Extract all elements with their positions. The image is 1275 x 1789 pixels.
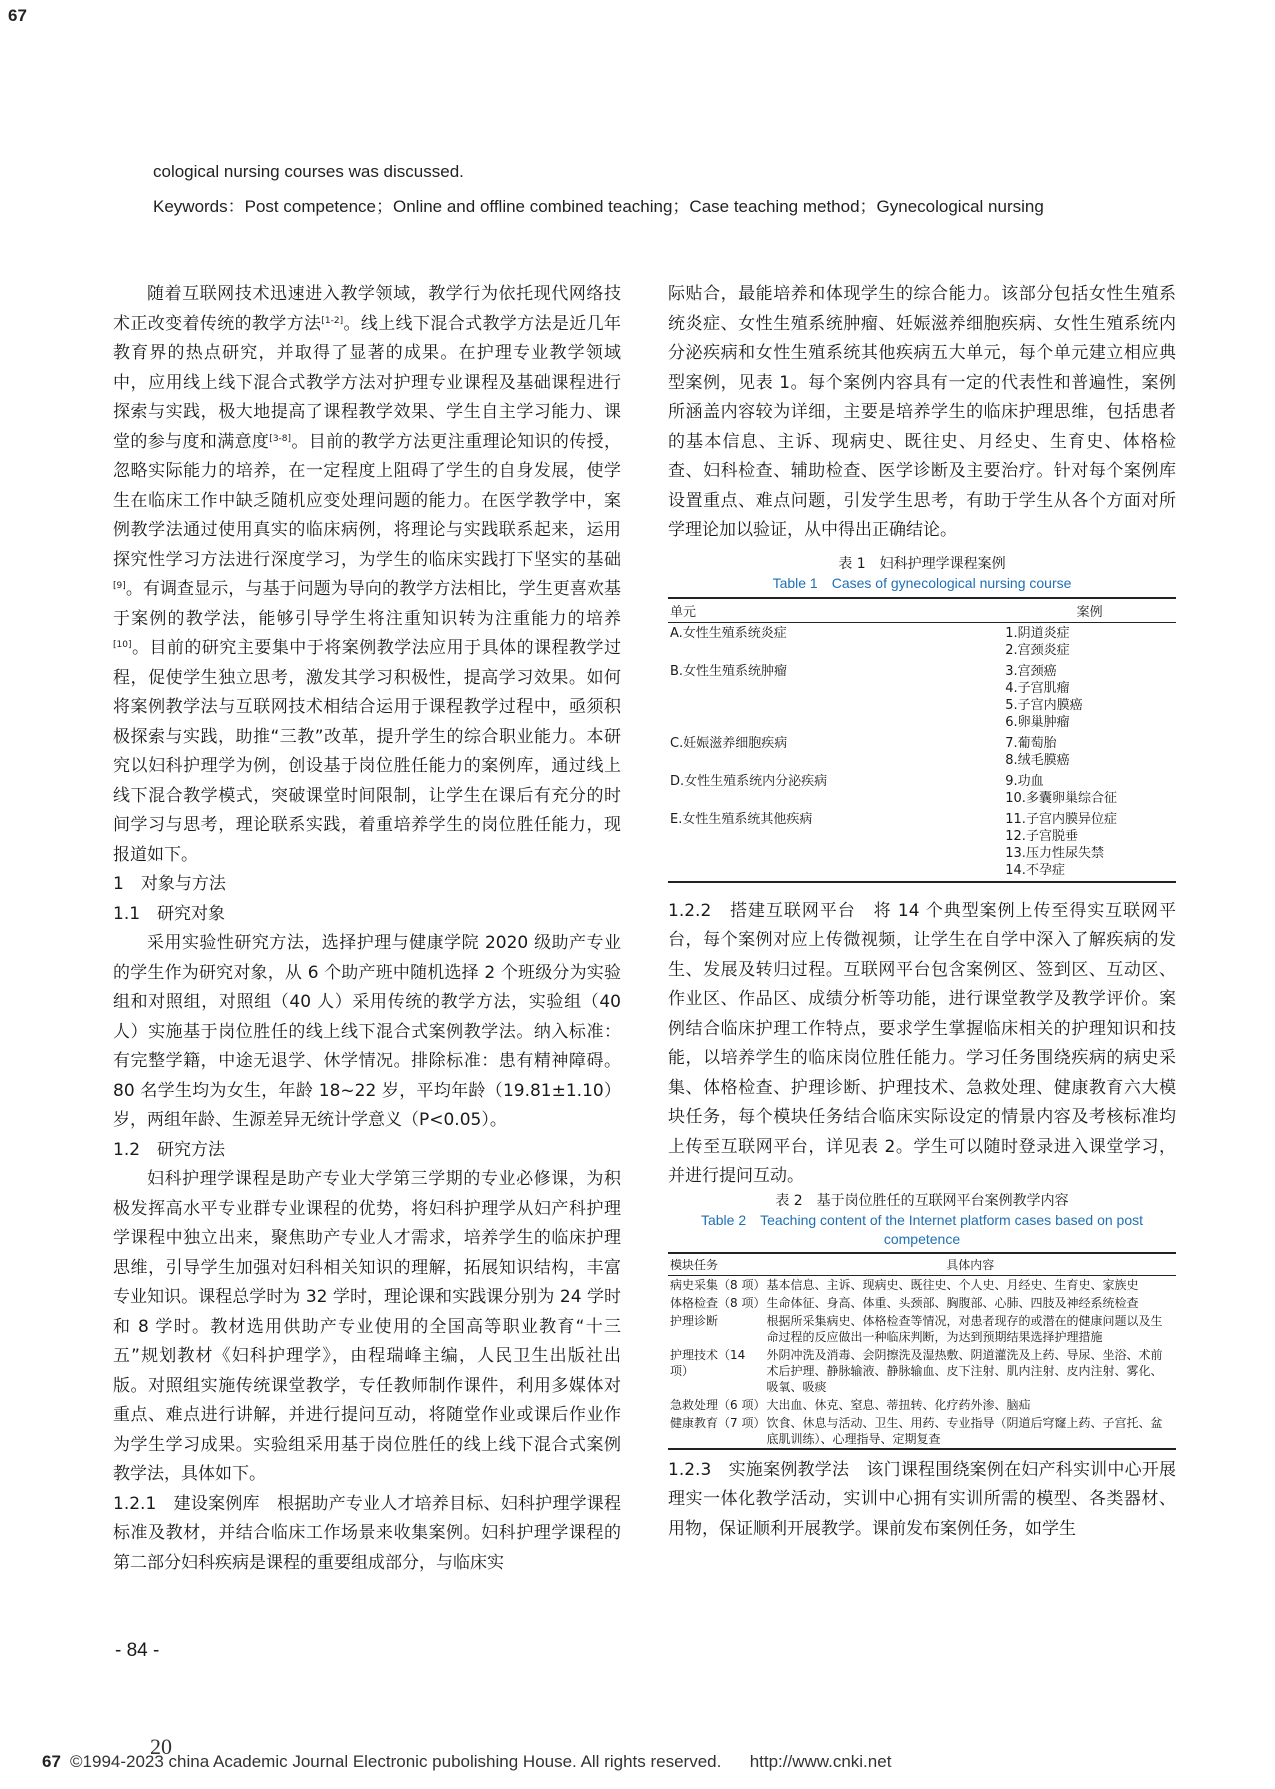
table-1-cases-cell [1003,771,1176,809]
table-2-content-cell: 大出血、休克、窒息、蒂扭转、化疗药外渗、脑疝 [766,1397,1031,1412]
case-library-continued: 际贴合，最能培养和体现学生的综合能力。该部分包括女性生殖系统炎症、女性生殖系统肿瘤、妊娠滋养细胞疾病、女性生殖系统内分泌疾病和女性生殖系统其他疾病五大单元，每个单元建立相应典型案例，见表 1。每个案例内容具有一定的代表性和普遍性，案例所涵盖内容较为详细，主要是培养学生的临床护理思维，包括患者的基本信息、主诉、现病史、既往史、月经史、生育史、体格检查、妇科检查、辅助检查、医学诊断及主要治疗。针对每个案例库设置重点、难点问题，引发学生思考，有助于学生从各个方面对所学理论加以验证，从中得出正确结论。 [668,284,1176,540]
table-1-header-case: 案例 [1003,598,1176,623]
table-1-case-item: 7.葡萄胎 [1005,735,1057,751]
table-1-row [668,809,1176,882]
table-1-case-item: 12.子宫脱垂 [1005,828,1078,844]
page-number-center: - 84 - [115,1640,160,1661]
section-heading-1-1: 1.1 研究对象 [113,903,226,924]
table-1-case-item: 14.不孕症 [1005,862,1065,878]
table-1-caption-cn: 表 1 妇科护理学课程案例 [838,555,1006,572]
platform-paragraph: 1.2.2 搭建互联网平台 将 14 个典型案例上传至得实互联网平台，每个案例对应上传微视频，让学生在自学中深入了解疾病的发生、发展及转归过程。互联网平台包含案例区、签到区、互动区、作业区、作品区、成绩分析等功能，进行课堂教学及教学评价。案例结合临床护理工作特点，要求学生掌握临床相关的护理知识和技能，以培养学生的临床岗位胜任能力。学习任务围绕疾病的病史采集、体格检查、护理诊断、护理技术、急救处理、健康教育六大模块任务，每个模块任务结合临床实际设定的情景内容及考核标准均上传至互联网平台，详见表 2。学生可以随时登录进入课堂学习，并进行提问互动。 [668,900,1176,1186]
table-2-grid [668,1252,1176,1450]
case-teaching-paragraph: 1.2.3 实施案例教学法 该门课程围绕案例在妇产科实训中心开展理实一体化教学活动，实训中心拥有实训所需的模型、各类器材、用物，保证顺利开展教学。课前发布案例任务，如学生 [668,1459,1177,1539]
table-1-case-item: 13.压力性尿失禁 [1005,845,1104,861]
table-1 [668,555,1176,883]
table-1-case-item: 6.卵巢肿瘤 [1005,714,1070,730]
table-2-content-cell: 外阴冲洗及消毒、会阴擦洗及湿热敷、阴道灌洗及上药、导尿、坐浴、术前术后护理、静脉输液、静脉输血、皮下注射、肌内注射、皮内注射、雾化、吸氧、吸痰 [766,1347,1163,1394]
table-2-task-cell: 病史采集（8 项） [670,1277,766,1292]
table-1-row [668,661,1176,733]
table-1-case-item: 1.阴道炎症 [1005,625,1070,641]
table-2 [668,1192,1176,1450]
table-2-task-cell: 急救处理（6 项） [670,1397,766,1412]
table-1-case-item: 4.子宫肌瘤 [1005,680,1070,696]
subsection-title-1-2-2: 1.2.2 搭建互联网平台 [668,900,856,921]
table-2-header-task: 模块任务 [668,1253,765,1276]
table-2-row [668,1294,1176,1312]
table-1-unit-cell: A.女性生殖系统炎症 [670,625,787,641]
table-2-row [668,1312,1176,1346]
table-2-row [668,1346,1176,1396]
research-methods-paragraph: 妇科护理学课程是助产专业大学第三学期的专业必修课，为积极发挥高水平专业群专业课程的优势，将妇科护理学从妇产科护理学课程中独立出来，聚焦助产专业人才需求，培养学生的临床护理思维，引导学生加强对妇科相关知识的理解，拓展知识结构，丰富专业知识。课程总学时为 32 学时，理论课和实践课分别为 24 学时和 8 学时。教材选用供助产专业使用的全国高等职业教育“十三五”规划教材《妇科护理学》，由程瑞峰主编，人民卫生出版社出版。对照组实施传统课堂教学，专任教师制作课件，利用多媒体对重点、难点进行讲解，并进行提问互动，将随堂作业或课后作业作为学生学习成果。实验组采用基于岗位胜任的线上线下混合式案例教学法，具体如下。 [113,1169,621,1484]
table-2-content-cell: 根据所采集病史、体格检查等情况，对患者现存的或潜在的健康问题以及生命过程的反应做出一种临床判断，为达到预期结果选择护理措施 [766,1313,1163,1344]
table-1-grid [668,597,1176,883]
table-2-caption-en: Table 2 Teaching content of the Internet platform cases based on post competence [700,1211,1144,1247]
table-1-case-item: 2.宫颈炎症 [1005,642,1070,658]
table-1-case-item: 5.子宫内膜癌 [1005,697,1083,713]
table-1-unit-cell: E.女性生殖系统其他疾病 [668,809,1003,882]
table-1-case-item: 11.子宫内膜异位症 [1005,811,1117,827]
table-2-row [668,1275,1176,1294]
overlay-number: 20 [150,1734,172,1759]
table-1-unit-cell: C.妊娠滋养细胞疾病 [670,735,788,751]
left-column [113,280,621,1578]
table-2-header-content: 具体内容 [765,1253,1176,1276]
table-2-task-cell: 护理诊断 [670,1313,719,1328]
table-1-unit-cell: D.女性生殖系统内分泌疾病 [670,773,828,789]
table-2-content-cell: 生命体征、身高、体重、头颈部、胸腹部、心肺、四肢及神经系统检查 [766,1295,1139,1310]
keywords: Keywords：Post competence；Online and offline combined teaching；Case teaching method；Gynecological nursing [153,197,1044,216]
table-1-body [668,622,1176,882]
citation: [3-8] [269,433,292,444]
table-1-cases-cell [1003,622,1176,661]
citation: [1-2] [321,315,344,326]
table-2-task-cell: 健康教育（7 项） [668,1414,765,1449]
table-2-row [668,1414,1176,1449]
table-2-task-cell: 体格检查（8 项） [670,1295,766,1310]
table-2-row [668,1396,1176,1414]
footer-page-number: 67 [42,1752,61,1771]
table-1-case-item: 3.宫颈癌 [1005,663,1057,679]
table-1-case-item: 10.多囊卵巢综合征 [1005,790,1117,806]
abstract-tail: cological nursing courses was discussed. [153,162,464,181]
table-1-case-item: 9.功血 [1005,773,1044,789]
right-column [668,280,1176,1544]
case-library-paragraph: 1.2.1 建设案例库 根据助产专业人才培养目标、妇科护理学课程标准及教材，并结合临床工作场景来收集案例。妇科护理学课程的第二部分妇科疾病是课程的重要组成部分，与临床实 [113,1493,622,1573]
citation: [10] [113,640,132,650]
copyright-line: ©1994-2023 china Academic Journal Electronic pubolishing House. All rights reserved. http://www.cnki.net [70,1752,892,1771]
table-2-caption-cn: 表 2 基于岗位胜任的互联网平台案例教学内容 [775,1192,1069,1209]
section-heading-1-2: 1.2 研究方法 [113,1139,226,1160]
table-1-row [668,622,1176,661]
table-2-content-cell: 饮食、休息与活动、卫生、用药、专业指导（阴道后穹窿上药、子宫托、盆底肌训练）、心理指导、定期复查 [765,1414,1176,1449]
table-1-cases-cell [1003,661,1176,733]
table-1-row [668,733,1176,771]
copyright-text: 1994-2023 china Academic Journal Electronic pubolishing House. All rights reserved. [82,1752,722,1771]
table-1-unit-cell: B.女性生殖系统肿瘤 [670,663,788,679]
subsection-title-1-2-3: 1.2.3 实施案例教学法 [668,1459,850,1480]
table-1-cases-cell [1003,733,1176,771]
table-1-row [668,771,1176,809]
table-2-body [668,1275,1176,1449]
table-2-task-cell: 护理技术（14 项） [670,1347,746,1378]
table-2-content-cell: 基本信息、主诉、现病史、既往史、个人史、月经史、生育史、家族史 [766,1277,1139,1292]
cnki-url: http://www.cnki.net [749,1752,892,1771]
section-heading-1: 1 对象与方法 [113,874,226,894]
research-subjects-paragraph: 采用实验性研究方法，选择护理与健康学院 2020 级助产专业的学生作为研究对象，从 6 个助产班中随机选择 2 个班级分为实验组和对照组，对照组（40 人）采用传统的教学方法，实验组（40 人）实施基于岗位胜任的线上线下混合式案例教学法。纳入标准：有完整学籍，中途无退学、休学情况。排除标准：患有精神障碍。80 名学生均为女生，年龄 18~22 岁，平均年龄（19.81±1.10）岁，两组年龄、生源差异无统计学意义（P<0.05）。 [113,933,621,1130]
subsection-title-1-2-1: 1.2.1 建设案例库 [113,1493,260,1514]
page-number-top: 67 [8,6,27,25]
intro-paragraph: 随着互联网技术迅速进入教学领域，教学行为依托现代网络技术正改变着传统的教学方法[1-2]。线上线下混合式教学方法是近几年教育界的热点研究，并取得了显著的成果。在护理专业教学领域中，应用线上线下混合式教学方法对护理专业课程及基础课程进行探索与实践，极大地提高了课程教学效果、学生自主学习能力、课堂的参与度和满意度[3-8]。目前的教学方法更注重理论知识的传授，忽略实际能力的培养，在一定程度上阻碍了学生的自身发展，使学生在临床工作中缺乏随机应变处理问题的能力。在医学教学中，案例教学法通过使用真实的临床病例，将理论与实践联系起来，运用探究性学习方法进行深度学习，为学生的临床实践打下坚实的基础[9]。有调查显示，与基于问题为导向的教学方法相比，学生更喜欢基于案例的教学法，能够引导学生将注重知识转为注重能力的培养[10]。目前的研究主要集中于将案例教学法应用于具体的课程教学过程，促使学生独立思考，激发其学习积极性，提高学习效果。如何将案例教学法与互联网技术相结合运用于课程教学过程中，亟须积极探索与实践，助推“三教”改革，提升学生的综合职业能力。本研究以妇科护理学为例，创设基于岗位胜任能力的案例库，通过线上线下混合教学模式，突破课堂时间限制，让学生在课后有充分的时间学习与思考，理论联系实践，着重培养学生的岗位胜任能力，现报道如下。 [113,284,622,865]
citation: [9] [113,581,126,591]
table-1-header-unit: 单元 [668,598,1003,623]
table-1-case-item: 8.绒毛膜癌 [1005,752,1070,768]
table-1-cases-cell [1003,809,1176,882]
table-1-caption-en: Table 1 Cases of gynecological nursing course [772,574,1072,591]
